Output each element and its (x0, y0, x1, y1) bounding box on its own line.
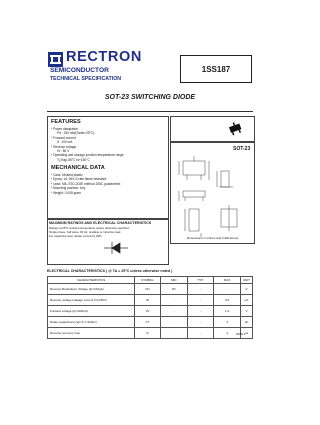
rectron-logo-icon (48, 52, 63, 67)
part-number-box: 1SS187 (180, 55, 252, 83)
table-row (48, 306, 253, 317)
outline-drawing-panel (170, 142, 255, 244)
table-cell: 80 (160, 284, 187, 295)
column-header: TYP (187, 277, 214, 284)
features-panel (47, 116, 169, 219)
company-label: SEMICONDUCTOR (50, 67, 109, 74)
column-header: UNIT (241, 277, 253, 284)
title-divider (47, 111, 253, 112)
table-cell: V (241, 306, 253, 317)
table-cell: - (160, 306, 187, 317)
mechanical-line: * Mounting position: Any (51, 186, 86, 191)
feature-line: Tj,Tstg:-55°C to+150°C (57, 157, 90, 162)
table-cell: - (214, 284, 241, 295)
table-cell: Diode capacitance (Vp=0, f=1MHz) (48, 317, 135, 328)
table-cell: IR (135, 295, 161, 306)
table-cell: ns (241, 328, 253, 339)
max-ratings-line: Single phase, half wave, 60 Hz, resistive or inductive load. (49, 230, 122, 234)
mechanical-heading: MECHANICAL DATA (51, 165, 105, 171)
feature-line: If : 100 mA (57, 140, 73, 145)
max-ratings-heading: MAXIMUM RATINGS AND ELECTRICAL CHARACTERISTICS (49, 221, 152, 225)
table-cell: 3 (214, 317, 241, 328)
table-cell: - (187, 328, 214, 339)
mechanical-list (51, 173, 163, 195)
mechanical-line: * Epoxy: UL 94V-O rate flame retardant (51, 177, 107, 182)
table-cell: - (187, 284, 214, 295)
electrical-table (47, 276, 253, 339)
table-cell: Forward voltage (Ip=100mA) (48, 306, 135, 317)
table-cell: 0.5 (214, 295, 241, 306)
table-row (48, 317, 253, 328)
max-ratings-line: For capacitive load, derate current by 20%. (49, 234, 103, 238)
feature-line: Pd : 150 mW(Tamb=25°C) (57, 131, 95, 136)
table-cell: CT (135, 317, 161, 328)
document-title: SOT-23 SWITCHING DIODE (104, 94, 196, 101)
mechanical-line: * Weight: 0.008 gram (51, 190, 81, 195)
feature-line: * Forward current (51, 135, 76, 140)
table-cell: Vbr (135, 284, 161, 295)
brand-name: RECTRON (66, 49, 142, 65)
column-header: MAX (214, 277, 241, 284)
table-cell: V (241, 284, 253, 295)
feature-line: * Reverse voltage (51, 144, 77, 149)
max-ratings-notes (49, 226, 129, 238)
features-list (51, 127, 163, 162)
table-cell: Reverse voltage leakage current (Vp=80V) (48, 295, 135, 306)
package-label: SOT-23 (233, 146, 251, 152)
table-row (48, 328, 253, 339)
electrical-heading: ELECTRICAL CHARACTERISTICS ( @ TA = 25°C unless otherwise noted ) (47, 269, 173, 273)
feature-line: * Power dissipation (51, 127, 79, 131)
table-cell: 4 (214, 328, 241, 339)
table-cell: 1.2 (214, 306, 241, 317)
features-heading: FEATURES (51, 119, 81, 125)
mechanical-line: * Case: Molded plastic (51, 173, 83, 177)
feature-line: Vr : 80 V (57, 149, 70, 154)
revision-label: 2008-1 (236, 332, 246, 336)
column-header: CHARACTERISTICS (48, 277, 135, 284)
column-header: SYMBOL (135, 277, 161, 284)
table-header-row (48, 277, 253, 284)
table-cell: μA (241, 295, 253, 306)
table-cell: - (160, 295, 187, 306)
table-row (48, 284, 253, 295)
package-photo-panel (170, 116, 255, 142)
dimension-note: Dimensions in inches and (millimeters) (187, 236, 239, 240)
table-cell: - (160, 317, 187, 328)
sot23-outline-drawing (171, 143, 254, 243)
table-cell: - (160, 328, 187, 339)
table-cell: - (187, 317, 214, 328)
spec-label: TECHNICAL SPECIFICATION (50, 76, 121, 82)
table-cell: Reverse recovery time (48, 328, 135, 339)
table-cell: trr (135, 328, 161, 339)
table-cell: VF (135, 306, 161, 317)
feature-line: * Operating and storage junction temperature range (51, 153, 124, 158)
column-header: MIN (160, 277, 187, 284)
table-cell: Reverse Breakdown Voltage (Ip=100μA) (48, 284, 135, 295)
table-cell: - (187, 295, 214, 306)
mechanical-line: * Lead: MIL-STD-202E method 208C guaranteed (51, 181, 121, 186)
max-ratings-line: Ratings at 25°C ambient temperature unless otherwise specified. (49, 226, 130, 230)
table-cell: - (187, 306, 214, 317)
sot23-package-icon (171, 117, 254, 141)
table-cell: pF (241, 317, 253, 328)
table-row (48, 295, 253, 306)
